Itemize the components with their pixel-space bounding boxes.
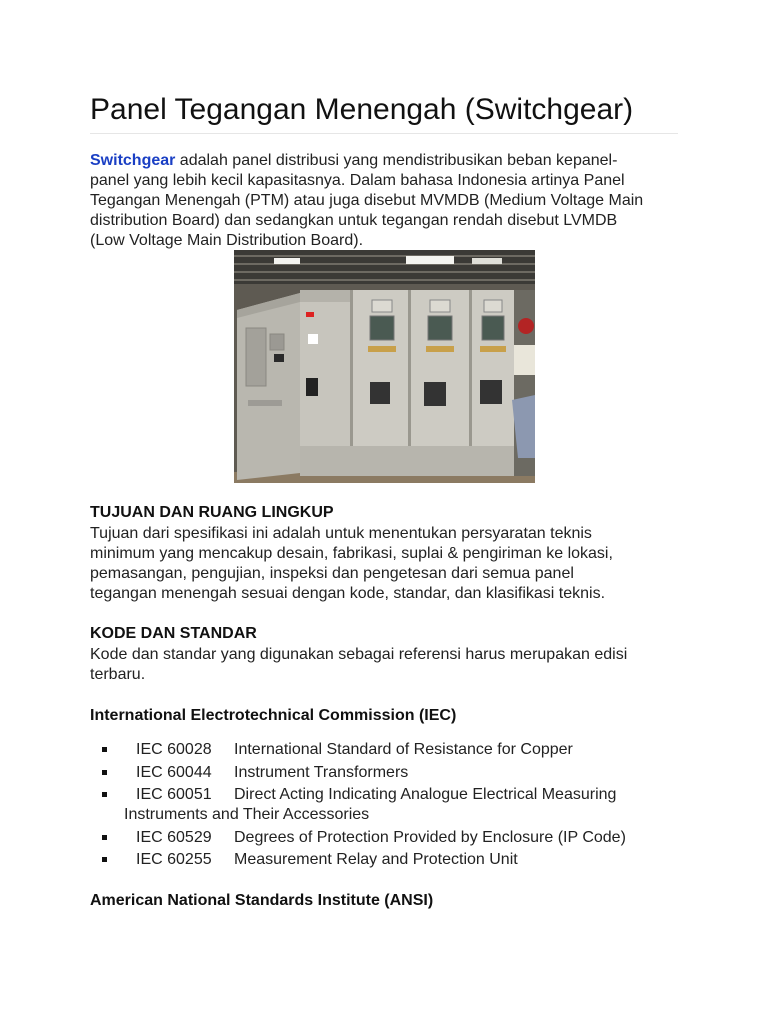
standard-description: Degrees of Protection Provided by Enclosure (IP Code) <box>234 828 626 846</box>
page-title: Panel Tegangan Menengah (Switchgear) <box>90 93 634 126</box>
bullet-icon <box>102 857 107 862</box>
kode-paragraph <box>90 645 690 685</box>
bullet-icon <box>102 835 107 840</box>
switchgear-photo <box>234 250 535 483</box>
standard-code: IEC 60051 <box>136 786 212 804</box>
section-heading-tujuan: TUJUAN DAN RUANG LINGKUP <box>90 504 334 521</box>
intro-text-line-4: distribution Board) dan sedangkan untuk tegangan rendah disebut LVMDB <box>90 212 618 229</box>
standard-description-continued: Instruments and Their Accessories <box>124 806 370 824</box>
standard-description: International Standard of Resistance for Copper <box>234 741 573 758</box>
list-item <box>90 785 690 825</box>
iec-standards-list <box>90 740 690 873</box>
tujuan-paragraph <box>90 524 690 604</box>
kode-text-line-1: Kode dan standar yang digunakan sebagai referensi harus merupakan edisi <box>90 646 628 663</box>
standard-code: IEC 60044 <box>136 763 212 781</box>
bullet-icon <box>102 770 107 775</box>
switchgear-link[interactable]: Switchgear <box>90 152 176 169</box>
bullet-icon <box>102 747 107 752</box>
standard-code: IEC 60529 <box>136 828 212 846</box>
tujuan-text-line-1: Tujuan dari spesifikasi ini adalah untuk menentukan persyaratan teknis <box>90 525 592 542</box>
intro-text-line-5: (Low Voltage Main Distribution Board). <box>90 232 364 249</box>
intro-text-line-1: adalah panel distribusi yang mendistribusikan beban kepanel- <box>175 152 618 169</box>
tujuan-text-line-2: minimum yang mencakup desain, fabrikasi, suplai & pengiriman ke lokasi, <box>90 545 613 562</box>
standard-code: IEC 60028 <box>136 741 212 758</box>
section-heading-ansi: American National Standards Institute (ANSI) <box>90 892 434 909</box>
tujuan-text-line-3: pemasangan, pengujian, inspeksi dan pengetesan dari semua panel <box>90 565 574 582</box>
list-item <box>90 828 690 848</box>
intro-text-line-2: panel yang lebih kecil kapasitasnya. Dalam bahasa Indonesia artinya Panel <box>90 172 625 189</box>
standard-description: Measurement Relay and Protection Unit <box>234 851 518 869</box>
tujuan-text-line-4: tegangan menengah sesuai dengan kode, standar, dan klasifikasi teknis. <box>90 585 606 602</box>
title-divider <box>90 133 678 134</box>
standard-code: IEC 60255 <box>136 851 212 869</box>
kode-text-line-2: terbaru. <box>90 666 146 683</box>
intro-text-line-3: Tegangan Menengah (PTM) atau juga disebut MVMDB (Medium Voltage Main <box>90 192 644 209</box>
list-item <box>90 763 690 783</box>
section-heading-iec: International Electrotechnical Commission (IEC) <box>90 707 457 724</box>
standard-description: Direct Acting Indicating Analogue Electrical Measuring <box>234 786 617 804</box>
bullet-icon <box>102 792 107 797</box>
standard-description: Instrument Transformers <box>234 763 409 781</box>
section-heading-kode: KODE DAN STANDAR <box>90 625 257 642</box>
list-item <box>90 850 690 870</box>
list-item <box>90 740 690 760</box>
intro-paragraph <box>90 151 690 251</box>
